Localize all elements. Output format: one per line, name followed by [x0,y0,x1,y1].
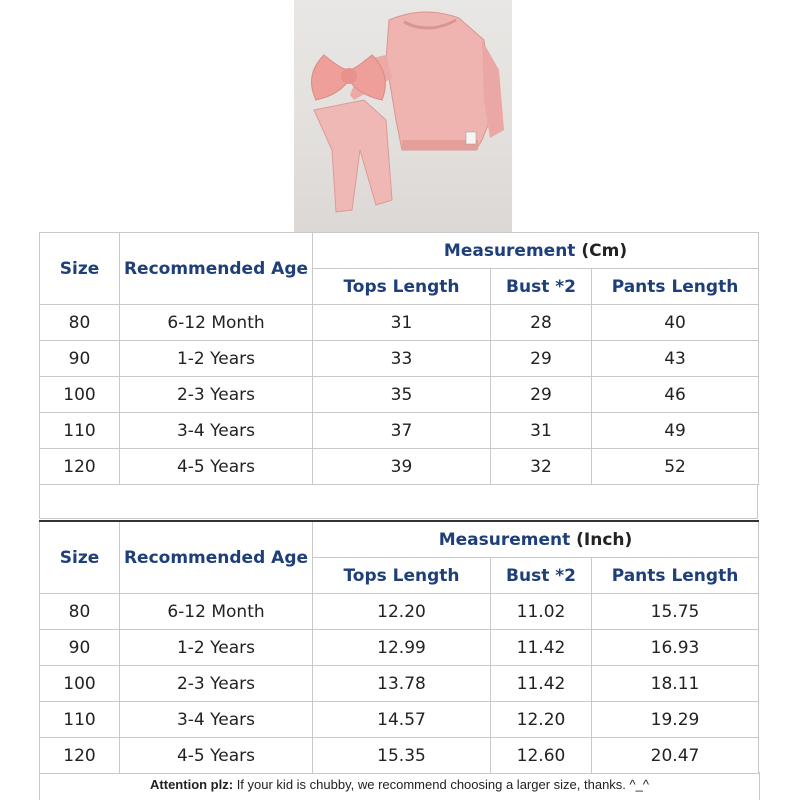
cell-age: 2-3 Years [120,377,313,413]
cell-tops: 13.78 [313,666,491,702]
cell-tops: 35 [313,377,491,413]
cell-bust: 32 [491,449,592,485]
cell-pants: 40 [592,305,759,341]
cell-age: 3-4 Years [120,702,313,738]
table-row [40,341,759,377]
header-measurement [313,233,759,269]
cell-pants: 18.11 [592,666,759,702]
cell-tops: 15.35 [313,738,491,774]
table-row [40,413,759,449]
cell-age: 6-12 Month [120,305,313,341]
cell-bust: 12.20 [491,702,592,738]
table-row [40,702,759,738]
measurement-unit: (Cm) [581,240,628,261]
cell-bust: 29 [491,341,592,377]
header-pants-length: Pants Length [592,269,759,305]
header-tops-length: Tops Length [313,269,491,305]
cell-bust: 31 [491,413,592,449]
size-table-inch [39,520,759,774]
size-table-cm [39,232,759,485]
cell-tops: 31 [313,305,491,341]
header-tops-length: Tops Length [313,558,491,594]
cell-size: 80 [40,305,120,341]
cell-bust: 11.42 [491,666,592,702]
header-pants-length: Pants Length [592,558,759,594]
table-row [40,305,759,341]
cell-pants: 19.29 [592,702,759,738]
product-photo [294,0,512,232]
table-row [40,666,759,702]
cell-size: 90 [40,630,120,666]
cell-tops: 12.99 [313,630,491,666]
table-row [40,377,759,413]
table-row [40,630,759,666]
measurement-unit: (Inch) [576,529,633,550]
header-size: Size [40,233,120,305]
cell-age: 6-12 Month [120,594,313,630]
cell-size: 110 [40,702,120,738]
cell-age: 1-2 Years [120,341,313,377]
header-measurement [313,521,759,558]
cell-age: 4-5 Years [120,449,313,485]
cell-pants: 20.47 [592,738,759,774]
pink-outfit-illustration [294,0,512,232]
table-row [40,594,759,630]
cell-bust: 12.60 [491,738,592,774]
table-row [40,738,759,774]
cell-pants: 15.75 [592,594,759,630]
cell-size: 80 [40,594,120,630]
cell-tops: 37 [313,413,491,449]
cell-bust: 11.42 [491,630,592,666]
header-size: Size [40,521,120,594]
cell-bust: 11.02 [491,594,592,630]
cell-tops: 39 [313,449,491,485]
cell-size: 110 [40,413,120,449]
cell-tops: 12.20 [313,594,491,630]
cell-size: 120 [40,738,120,774]
cell-pants: 49 [592,413,759,449]
attention-label: Attention plz: [150,777,234,792]
cell-size: 100 [40,666,120,702]
cell-size: 90 [40,341,120,377]
header-bust: Bust *2 [491,269,592,305]
cell-pants: 52 [592,449,759,485]
cell-age: 1-2 Years [120,630,313,666]
cell-age: 4-5 Years [120,738,313,774]
measurement-label: Measurement [443,240,576,261]
cell-size: 120 [40,449,120,485]
cell-bust: 28 [491,305,592,341]
cell-pants: 46 [592,377,759,413]
cell-size: 100 [40,377,120,413]
header-recommended-age: Recommended Age [120,233,313,305]
attention-text: If your kid is chubby, we recommend choosing a larger size, thanks. ^_^ [233,777,649,792]
cell-pants: 16.93 [592,630,759,666]
header-recommended-age: Recommended Age [120,521,313,594]
cell-age: 2-3 Years [120,666,313,702]
table-row [40,449,759,485]
cell-bust: 29 [491,377,592,413]
attention-note [39,772,760,800]
header-bust: Bust *2 [491,558,592,594]
cell-age: 3-4 Years [120,413,313,449]
table-divider-row [39,484,758,519]
cell-tops: 33 [313,341,491,377]
cell-pants: 43 [592,341,759,377]
measurement-label: Measurement [438,529,571,550]
cell-tops: 14.57 [313,702,491,738]
